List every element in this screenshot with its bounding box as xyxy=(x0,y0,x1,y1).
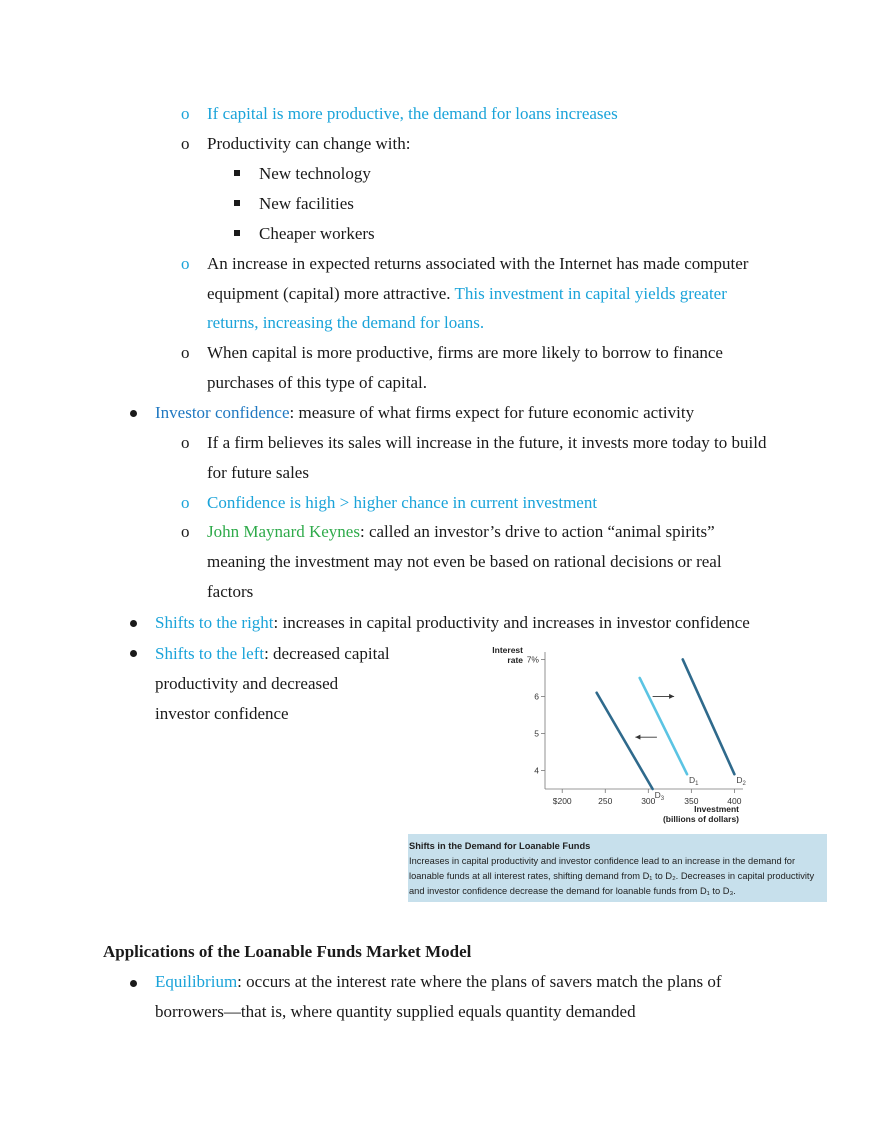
bullet-open: o xyxy=(181,522,190,541)
square-bullet xyxy=(234,170,240,176)
text-line: Confidence is high > higher chance in current investment xyxy=(207,493,598,512)
text-line: meaning the investment may not even be based on rational decisions or real xyxy=(207,552,722,571)
term-segment: Shifts to the left xyxy=(155,644,265,663)
text-line: borrowers—that is, where quantity supplied equals quantity demanded xyxy=(155,1002,636,1021)
demand-chart xyxy=(408,640,827,834)
section-heading: Applications of the Loanable Funds Market Model xyxy=(103,942,472,961)
text-line: New technology xyxy=(259,164,371,183)
demand-curve-d3 xyxy=(597,693,653,789)
text-line xyxy=(207,522,715,542)
text-line xyxy=(207,284,727,304)
text-line xyxy=(155,613,750,633)
bullet-dot xyxy=(130,650,137,657)
figure-caption xyxy=(408,834,827,902)
shift-arrow-head xyxy=(635,735,640,740)
y-tick-label: 6 xyxy=(534,691,539,702)
x-tick-label: 300 xyxy=(641,796,656,806)
y-tick-label: 4 xyxy=(534,765,539,776)
curve-label-d2: $D_2$ xyxy=(736,775,746,788)
text-line: returns, increasing the demand for loans. xyxy=(207,313,485,332)
text-segment: : decreased capital xyxy=(264,644,390,663)
bullet-open: o xyxy=(181,134,190,153)
x-tick-label: 350 xyxy=(684,796,699,806)
x-tick-label: 400 xyxy=(727,796,742,806)
demand-curve-d2 xyxy=(683,659,735,774)
text-line xyxy=(155,644,390,664)
bullet-dot xyxy=(130,410,137,417)
square-bullet xyxy=(234,230,240,236)
bullet-open: o xyxy=(181,343,190,362)
y-axis-label-2: rate xyxy=(507,655,523,665)
text-line: If capital is more productive, the demand for loans increases xyxy=(207,104,618,123)
bullet-open: o xyxy=(181,493,190,512)
text-segment: equipment (capital) more attractive. xyxy=(207,284,455,303)
highlight-segment: This investment in capital yields greater xyxy=(454,284,727,303)
text-line: purchases of this type of capital. xyxy=(207,373,427,392)
text-line: New facilities xyxy=(259,194,354,213)
x-tick-label: $200 xyxy=(552,796,572,806)
curve-label-d3: $D_3$ xyxy=(654,790,665,802)
bullet-open: o xyxy=(181,433,190,452)
text-line: An increase in expected returns associated with the Internet has made computer xyxy=(207,254,749,273)
term-segment: Investor confidence xyxy=(155,403,290,422)
text-line: investor confidence xyxy=(155,704,289,723)
y-tick-label: 7% xyxy=(526,654,539,665)
curve-label-subscript: 2 xyxy=(742,781,746,788)
text-line xyxy=(155,403,694,423)
text-line: Productivity can change with: xyxy=(207,134,411,153)
x-axis-label-1: Investment xyxy=(694,804,739,814)
bullet-dot xyxy=(130,620,137,627)
curve-label-subscript: 1 xyxy=(695,781,699,788)
text-line: factors xyxy=(207,582,254,601)
text-line: Cheaper workers xyxy=(259,224,375,243)
bullet-open: o xyxy=(181,104,190,123)
demand-curve-d1 xyxy=(640,678,687,774)
text-line: When capital is more productive, firms are more likely to borrow to finance xyxy=(207,343,723,362)
x-axis-label-2: (billions of dollars) xyxy=(662,814,739,824)
y-axis-label-1: Interest xyxy=(492,645,523,655)
bullet-dot xyxy=(130,980,137,987)
x-tick-label: 250 xyxy=(598,796,613,806)
term-segment: John Maynard Keynes xyxy=(207,522,360,541)
text-segment: : called an investor’s drive to action “animal spirits” xyxy=(359,522,715,541)
caption-body: Increases in capital productivity and investor confidence lead to an increase in the demand for loanable funds at all interest rates, shifting demand from D₁ to D₂. Decreases in capital productivity and investor confidence decrease the demand for loanable funds from D₁ to D₃. xyxy=(409,856,815,896)
y-tick-label: 5 xyxy=(534,728,539,739)
text-line: productivity and decreased xyxy=(155,674,339,693)
square-bullet xyxy=(234,200,240,206)
text-segment: : occurs at the interest rate where the plans of savers match the plans of xyxy=(237,972,722,991)
text-segment: : measure of what firms expect for future economic activity xyxy=(289,403,695,422)
shift-arrow-head xyxy=(669,694,674,699)
curve-label-d1: $D_1$ xyxy=(689,775,699,788)
text-line xyxy=(155,972,722,992)
text-line: If a firm believes its sales will increase in the future, it invests more today to build xyxy=(207,433,767,452)
text-line: for future sales xyxy=(207,463,309,482)
text-segment: : increases in capital productivity and increases in investor confidence xyxy=(273,613,750,632)
caption-title: Shifts in the Demand for Loanable Funds xyxy=(409,841,591,851)
term-segment: Shifts to the right xyxy=(155,613,274,632)
term-segment: Equilibrium xyxy=(155,972,238,991)
curve-label-subscript: 3 xyxy=(660,796,665,802)
bullet-open: o xyxy=(181,254,190,273)
